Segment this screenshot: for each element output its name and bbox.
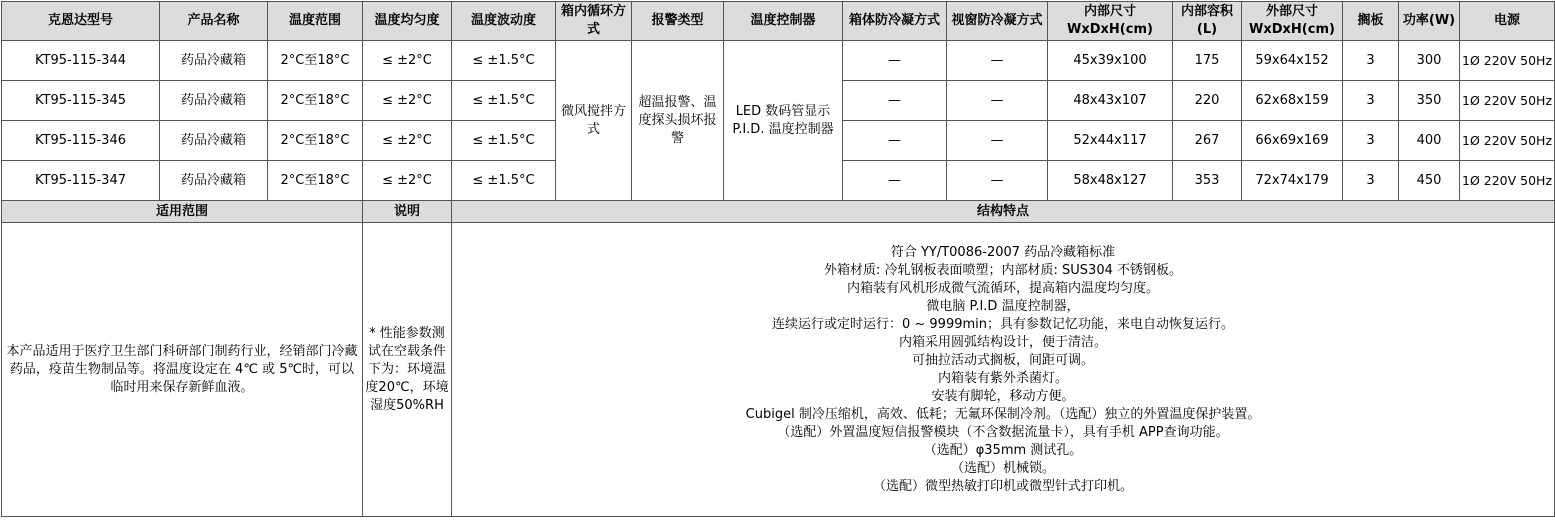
header-circulation: 箱内循环方式 [556,2,632,41]
cell-volume: 220 [1173,81,1242,121]
cell-shelves: 3 [1343,161,1399,201]
cell-power: 400 [1399,121,1460,161]
cell-model: KT95-115-346 [2,121,160,161]
cell-range: 2°C至18°C [268,41,363,81]
cell-shelves: 3 [1343,81,1399,121]
cell-controller: LED 数码管显示 P.I.D. 温度控制器 [724,41,843,201]
header-internal-size: 内部尺寸 WxDxH(cm) [1048,2,1173,41]
cell-range: 2°C至18°C [268,81,363,121]
cell-power: 300 [1399,41,1460,81]
header-cabinet-anti-condensation: 箱体防冷凝方式 [843,2,947,41]
cell-power: 450 [1399,161,1460,201]
cell-volume: 353 [1173,161,1242,201]
cell-internal-size: 45x39x100 [1048,41,1173,81]
feature-item: 外箱材质: 冷轧钢板表面喷塑；内部材质: SUS304 不锈钢板。 [824,262,1182,278]
cell-name: 药品冷藏箱 [160,121,268,161]
details-row [2,223,1555,517]
header-row [2,2,1555,41]
feature-item: （选配）φ35mm 测试孔。 [923,442,1083,458]
cell-external-size: 72x74x179 [1242,161,1343,201]
feature-item: （选配）机械锁。 [950,460,1055,476]
cell-internal-size: 48x43x107 [1048,81,1173,121]
header-supply: 电源 [1460,2,1555,41]
note-text: * 性能参数测试在空载条件下为：环境温度20℃，环境湿度50%RH [363,223,452,517]
cell-name: 药品冷藏箱 [160,41,268,81]
cell-external-size: 66x69x169 [1242,121,1343,161]
cell-window-anti-condensation: — [947,41,1048,81]
feature-item: 内箱采用圆弧结构设计，便于清洁。 [898,334,1107,350]
cell-alarm: 超温报警、温度探头损坏报警 [632,41,724,201]
cell-fluctuation: ≤ ±1.5°C [452,81,556,121]
section-header-row [2,201,1555,223]
feature-item: 内箱装有风机形成微气流循环，提高箱内温度均匀度。 [846,280,1159,296]
section-header-application: 适用范围 [2,201,363,223]
feature-item: （选配）外置温度短信报警模块（不含数据流量卡），具有手机 APP查询功能。 [777,424,1229,440]
header-alarm: 报警类型 [632,2,724,41]
cell-uniformity: ≤ ±2°C [363,121,452,161]
application-text: 本产品适用于医疗卫生部门科研部门制药行业，经销部门冷藏药品，疫苗生物制品等。将温度设定在 4℃ 或 5℃时，可以临时用来保存新鲜血液。 [2,223,363,517]
header-volume: 内部容积 (L) [1173,2,1242,41]
feature-item: 内箱装有紫外杀菌灯。 [937,370,1068,386]
cell-uniformity: ≤ ±2°C [363,41,452,81]
cell-internal-size: 58x48x127 [1048,161,1173,201]
cell-fluctuation: ≤ ±1.5°C [452,121,556,161]
header-shelves: 搁板 [1343,2,1399,41]
cell-window-anti-condensation: — [947,81,1048,121]
cell-window-anti-condensation: — [947,161,1048,201]
header-model: 克恩达型号 [2,2,160,41]
feature-item: 微电脑 P.I.D 温度控制器， [926,298,1080,314]
cell-volume: 175 [1173,41,1242,81]
spec-table [1,1,1555,517]
cell-name: 药品冷藏箱 [160,81,268,121]
cell-volume: 267 [1173,121,1242,161]
cell-power: 350 [1399,81,1460,121]
cell-external-size: 62x68x159 [1242,81,1343,121]
cell-cabinet-anti-condensation: — [843,121,947,161]
cell-circulation: 微风搅拌方式 [556,41,632,201]
cell-shelves: 3 [1343,41,1399,81]
section-header-features: 结构特点 [452,201,1555,223]
table-row [2,41,1555,81]
cell-shelves: 3 [1343,121,1399,161]
feature-item: 符合 YY/T0086-2007 药品冷藏箱标准 [890,244,1116,260]
feature-item: 连续运行或定时运行：0 ~ 9999min；具有参数记忆功能，来电自动恢复运行。 [771,316,1235,332]
cell-range: 2°C至18°C [268,121,363,161]
cell-supply: 1Ø 220V 50Hz [1460,81,1555,121]
feature-item: 安装有脚轮，移动方便。 [931,388,1075,404]
features-list [452,223,1555,517]
cell-supply: 1Ø 220V 50Hz [1460,41,1555,81]
cell-name: 药品冷藏箱 [160,161,268,201]
cell-cabinet-anti-condensation: — [843,161,947,201]
cell-window-anti-condensation: — [947,121,1048,161]
cell-external-size: 59x64x152 [1242,41,1343,81]
header-controller: 温度控制器 [724,2,843,41]
cell-model: KT95-115-345 [2,81,160,121]
header-temp-range: 温度范围 [268,2,363,41]
cell-uniformity: ≤ ±2°C [363,161,452,201]
feature-item: 可抽拉活动式搁板，间距可调。 [911,352,1094,368]
section-header-note: 说明 [363,201,452,223]
cell-supply: 1Ø 220V 50Hz [1460,161,1555,201]
header-fluctuation: 温度波动度 [452,2,556,41]
cell-supply: 1Ø 220V 50Hz [1460,121,1555,161]
feature-item: （选配）微型热敏打印机或微型针式打印机。 [872,478,1133,494]
header-power: 功率(W) [1399,2,1460,41]
cell-uniformity: ≤ ±2°C [363,81,452,121]
header-product-name: 产品名称 [160,2,268,41]
cell-range: 2°C至18°C [268,161,363,201]
cell-model: KT95-115-344 [2,41,160,81]
cell-cabinet-anti-condensation: — [843,81,947,121]
cell-cabinet-anti-condensation: — [843,41,947,81]
cell-internal-size: 52x44x117 [1048,121,1173,161]
header-external-size: 外部尺寸 WxDxH(cm) [1242,2,1343,41]
header-window-anti-condensation: 视窗防冷凝方式 [947,2,1048,41]
feature-item: Cubigel 制冷压缩机，高效、低耗；无氟环保制冷剂。（选配）独立的外置温度保护装置。 [745,406,1261,422]
cell-model: KT95-115-347 [2,161,160,201]
cell-fluctuation: ≤ ±1.5°C [452,161,556,201]
cell-fluctuation: ≤ ±1.5°C [452,41,556,81]
header-uniformity: 温度均匀度 [363,2,452,41]
